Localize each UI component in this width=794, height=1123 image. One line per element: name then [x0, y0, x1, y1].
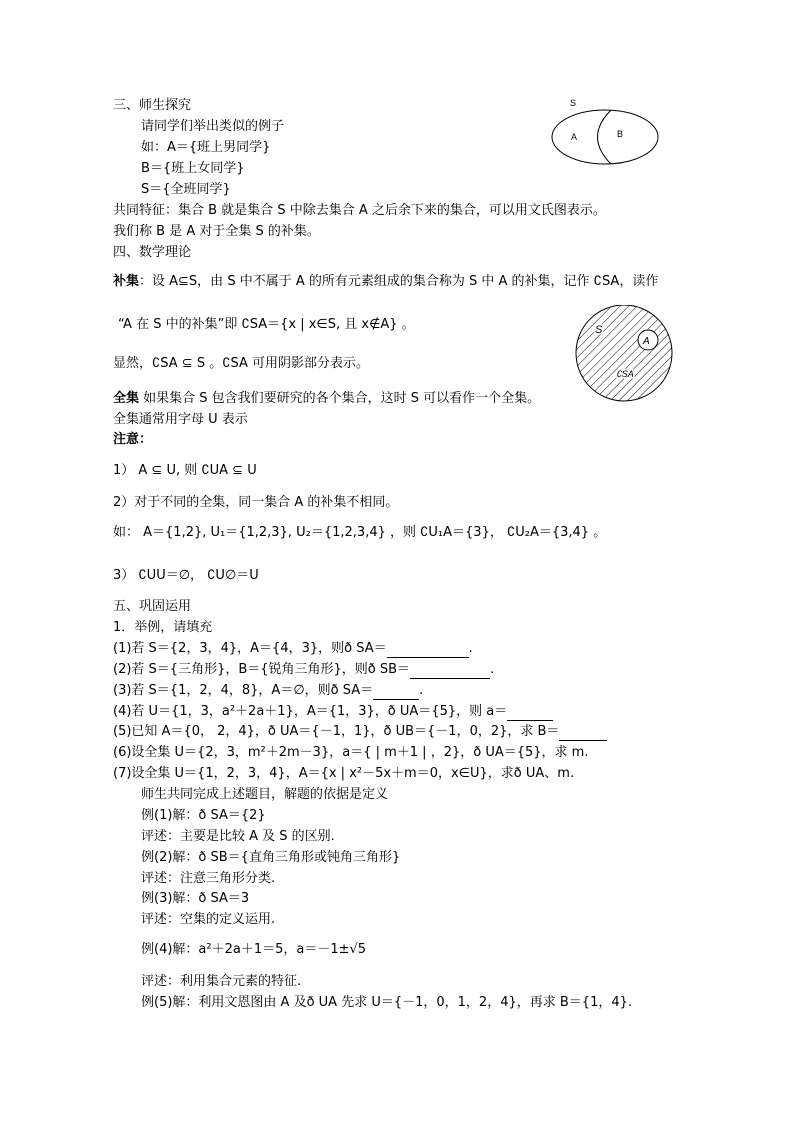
note-2: 2）对于不同的全集，同一集合 A 的补集不相同。	[113, 495, 399, 510]
note-3: 3） ∁UU＝∅， ∁U∅＝U	[113, 568, 259, 583]
universal-letter-text: 全集通常用字母 U 表示	[113, 412, 248, 427]
complement-reading: “A 在 S 中的补集”即 ∁SA＝{x | x∈S, 且 x∉A} 。	[118, 317, 415, 332]
comment-3: 评述：空集的定义运用.	[141, 912, 276, 927]
venn1-divider-arc	[598, 110, 612, 164]
question-4: (4)若 U＝{1，3，a²＋2a＋1}，A＝{1，3}，ð UA＝{5}，则 a＝	[113, 703, 553, 721]
venn2-label-a: A	[643, 336, 650, 347]
comment-1: 评述：主要是比较 A 及 S 的区别.	[141, 829, 335, 844]
note-heading: 注意：	[113, 432, 153, 447]
venn-diagram-complement	[570, 305, 682, 405]
solution-2: 例(2)解：ð SB＝{直角三角形或钝角三角形}	[141, 850, 401, 865]
common-feature-text: 共同特征：集合 B 就是集合 S 中除去集合 A 之后余下来的集合，可以用文氏图表示。	[113, 203, 606, 218]
question-3: (3)若 S＝{1，2，4，8}，A＝∅，则ð SA＝ .	[113, 683, 424, 698]
prompt-text: 请同学们举出类似的例子	[141, 119, 285, 134]
solution-4: 例(4)解：a²＋2a＋1＝5，a＝－1±√5	[141, 942, 367, 957]
venn1-outer-ellipse	[552, 110, 658, 164]
note-2-example: 如： A＝{1,2}, U₁＝{1,2,3}, U₂＝{1,2,3,4} ，则 ∁U₁A＝{3}， ∁U₂A＝{3,4} 。	[113, 525, 607, 540]
answer-blank-5[interactable]	[559, 726, 607, 741]
question-2: (2)若 S＝{三角形}，B＝{锐角三角形}，则ð SB＝ .	[113, 662, 495, 677]
complement-definition	[113, 273, 658, 291]
exercise-intro: 1．举例，请填充	[113, 620, 213, 635]
example-set-a: 如：A＝{班上男同学}	[141, 140, 271, 155]
question-5: (5)已知 A＝{0， 2，4}，ð UA＝{－1，1}，ð UB＝{－1，0，2}，求 B＝	[113, 723, 607, 741]
answer-blank-3[interactable]	[373, 685, 419, 700]
example-set-s: S＝{全班同学}	[141, 182, 231, 197]
question-6: (6)设全集 U＝{2，3，m²＋2m－3}，a＝{ | m＋1 | ，2}，ð UA＝{5}，求 m.	[113, 745, 589, 760]
section-heading-5: 五、巩固运用	[113, 599, 192, 614]
note-1: 1） A ⊆ U, 则 ∁UA ⊆ U	[113, 463, 257, 478]
complement-def-text: ：设 A⊆S，由 S 中不属于 A 的所有元素组成的集合称为 S 中 A 的补集，记作 ∁SA，读作	[139, 274, 659, 289]
venn2-label-s: S	[595, 324, 603, 336]
venn1-label-s: S	[570, 98, 577, 108]
universal-set-term: 全集	[113, 391, 140, 406]
example-set-b: B＝{班上女同学}	[141, 161, 245, 176]
complement-call-text: 我们称 B 是 A 对于全集 S 的补集。	[113, 224, 320, 239]
venn2-universal-circle	[576, 305, 672, 401]
comment-2: 评述：注意三角形分类.	[141, 871, 276, 886]
question-1: (1)若 S＝{2，3，4}，A＝{4，3}，则ð SA＝ .	[113, 641, 473, 656]
answer-blank-2[interactable]	[410, 664, 490, 679]
venn1-label-a: A	[571, 132, 578, 142]
venn-diagram-ab	[548, 96, 663, 168]
obvious-text: 显然，∁SA ⊆ S 。∁SA 可用阴影部分表示。	[113, 356, 369, 371]
venn1-label-b: B	[617, 129, 624, 139]
universal-set-definition	[113, 390, 540, 408]
comment-4: 评述：利用集合元素的特征.	[141, 974, 302, 989]
solution-3: 例(3)解：ð SA＝3	[141, 891, 250, 906]
question-7: (7)设全集 U＝{1，2，3，4}，A＝{x | x²－5x＋m＝0，x∈U}，求ð UA、m.	[113, 766, 575, 781]
complement-term: 补集	[113, 274, 140, 289]
answer-blank-4[interactable]	[507, 706, 553, 721]
venn2-label-complement: ∁SA	[616, 369, 634, 379]
answer-blank-1[interactable]	[387, 643, 469, 658]
solution-1: 例(1)解：ð SA＝{2}	[141, 808, 266, 823]
universal-set-text: 如果集合 S 包含我们要研究的各个集合，这时 S 可以看作一个全集。	[139, 391, 541, 406]
together-text: 师生共同完成上述题目，解题的依据是定义	[141, 787, 389, 802]
solution-5: 例(5)解：利用文恩图由 A 及ð UA 先求 U＝{－1，0，1，2，4}，再求 B＝{1，4}.	[141, 995, 633, 1010]
section-heading-4: 四、数学理论	[113, 245, 192, 260]
section-heading-3: 三、师生探究	[113, 98, 192, 113]
